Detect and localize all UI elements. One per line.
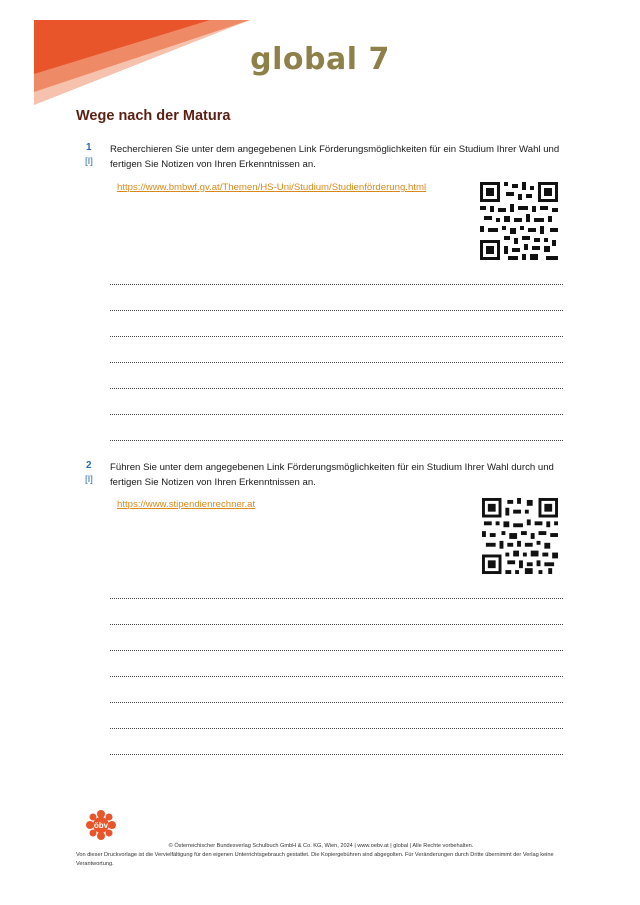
resource-link[interactable]: https://www.bmbwf.gv.at/Themen/HS-Uni/Studium/Studienförderung.html (117, 182, 427, 193)
footer-copyright: © Österreichischer Bundesverlag Schulbuch GmbH & Co. KG, Wien, 2024 | www.oebv.at | global | Alle Rechte vorbehalten. (168, 843, 474, 849)
page-title: global 7 (250, 42, 390, 77)
task-instruction: Führen Sie unter dem angegebenen Link Förderungsmöglichkeiten für ein Studium Ihrer Wahl durch und fertigen Sie Notizen von Ihren Erkenntnissen an. (110, 462, 554, 488)
footer-note: Von dieser Druckvorlage ist die Vervielfältigung für den eigenen Unterrichtsgebrauch gestattet. Die Kopiergebühren sind abgegolten. Für Veränderungen durch Dritte übernimmt der Verlag keine Verantwortung. (76, 852, 554, 867)
writing-line (110, 440, 563, 441)
logo-text: öbv (93, 821, 109, 830)
task-level: [I] (85, 156, 93, 167)
writing-line (110, 388, 563, 389)
qr-code-icon (480, 182, 558, 260)
task-instruction: Recherchieren Sie unter dem angegebenen Link Förderungsmöglichkeiten für ein Studium Ihrer Wahl und fertigen Sie Notizen von Ihren Erkenntnissen an. (110, 144, 560, 170)
task-number: 2 (86, 460, 92, 471)
writing-line (110, 676, 563, 677)
writing-line (110, 650, 563, 651)
qr-code-icon (482, 498, 558, 574)
writing-line (110, 728, 563, 729)
writing-line (110, 702, 563, 703)
writing-line (110, 624, 563, 625)
writing-line (110, 598, 563, 599)
section-heading: Wege nach der Matura (76, 108, 231, 124)
resource-link[interactable]: https://www.stipendienrechner.at (117, 499, 256, 510)
writing-line (110, 284, 563, 285)
writing-line (110, 310, 563, 311)
writing-line (110, 414, 563, 415)
task-number: 1 (86, 142, 92, 153)
obv-logo-icon (86, 810, 116, 840)
writing-line (110, 362, 563, 363)
writing-line (110, 754, 563, 755)
writing-line (110, 336, 563, 337)
task-level: [I] (85, 474, 93, 485)
